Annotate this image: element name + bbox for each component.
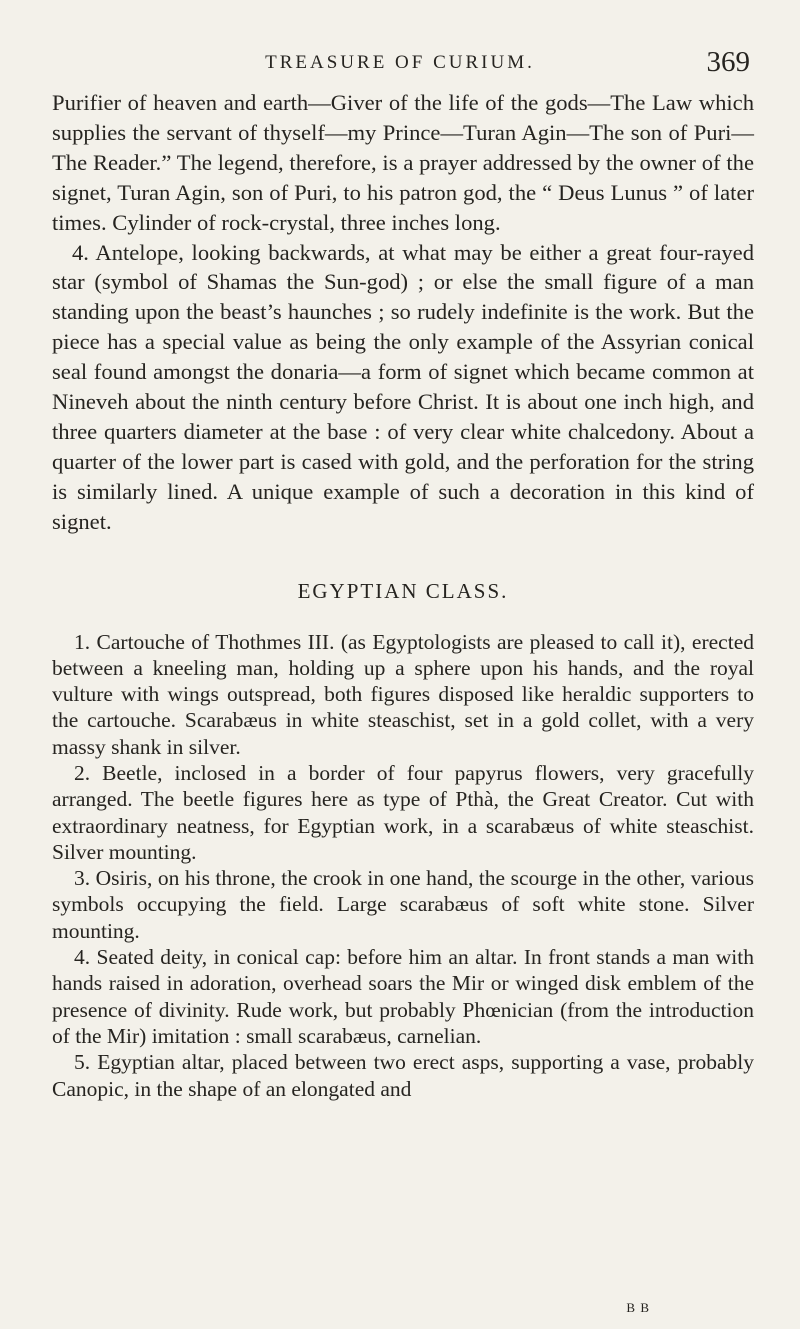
catalogue-entry-2: 2. Beetle, inclosed in a border of four papyrus flowers, very gracefully arranged. The beetle figures here as type of Pthà, the Great Creator. Cut with extraordinary neatness, for Egyptian work, in a scarabæus of white steaschist. Silver mounting. bbox=[52, 760, 754, 864]
page-body bbox=[52, 88, 754, 1102]
page-number: 369 bbox=[706, 46, 750, 78]
intro-paragraph-1: Purifier of heaven and earth—Giver of the life of the gods—The Law which supplies the servant of thyself—my Prince—Turan Agin—The son of Puri—The Reader.” The legend, therefore, is a prayer addressed by the owner of the signet, Turan Agin, son of Puri, to his patron god, the “ Deus Lunus ” of later times. Cylinder of rock-crystal, three inches long. bbox=[52, 90, 754, 235]
catalogue-entry-3: 3. Osiris, on his throne, the crook in one hand, the scourge in the other, various symbols occupying the field. Large scarabæus of soft white stone. Silver mounting. bbox=[52, 866, 754, 943]
section-heading: EGYPTIAN CLASS. bbox=[297, 578, 509, 603]
catalogue-entries bbox=[52, 629, 754, 1102]
catalogue-entry-5: 5. Egyptian altar, placed between two erect asps, supporting a vase, probably Canopic, in the shape of an elongated and bbox=[52, 1050, 754, 1101]
catalogue-entry-4: 4. Seated deity, in conical cap: before him an altar. In front stands a man with hands raised in adoration, overhead soars the Mir or winged disk emblem of the presence of divinity. Rude work, but probably Phœnician (from the introduction of the Mir) imitation : small scarabæus, carnelian. bbox=[52, 945, 754, 1048]
running-head: TREASURE OF CURIUM. bbox=[265, 52, 535, 73]
intro-paragraph-2: 4. Antelope, looking backwards, at what may be either a great four-rayed star (symbol of Shamas the Sun-god) ; or else the small figure of a man standing upon the beast’s haunches ; so rudely indefinite is the work. But the piece has a special value as being the only example of the Assyrian conical seal found amongst the donaria—a form of signet which became common at Nineveh about the ninth century before Christ. It is about one inch high, and three quarters diameter at the base : of very clear white chalcedony. About a quarter of the lower part is cased with gold, and the perforation for the string is similarly lined. A unique example of such a decoration in this kind of signet. bbox=[52, 239, 754, 534]
signature-mark: B B bbox=[626, 1300, 650, 1315]
catalogue-entry-1: 1. Cartouche of Thothmes III. (as Egyptologists are pleased to call it), erected between a kneeling man, holding up a sphere upon his hands, and the royal vulture with wings outspread, both figures disposed like heraldic supporters to the cartouche. Scarabæus in white steaschist, set in a gold collet, with a very massy shank in silver. bbox=[52, 629, 754, 759]
